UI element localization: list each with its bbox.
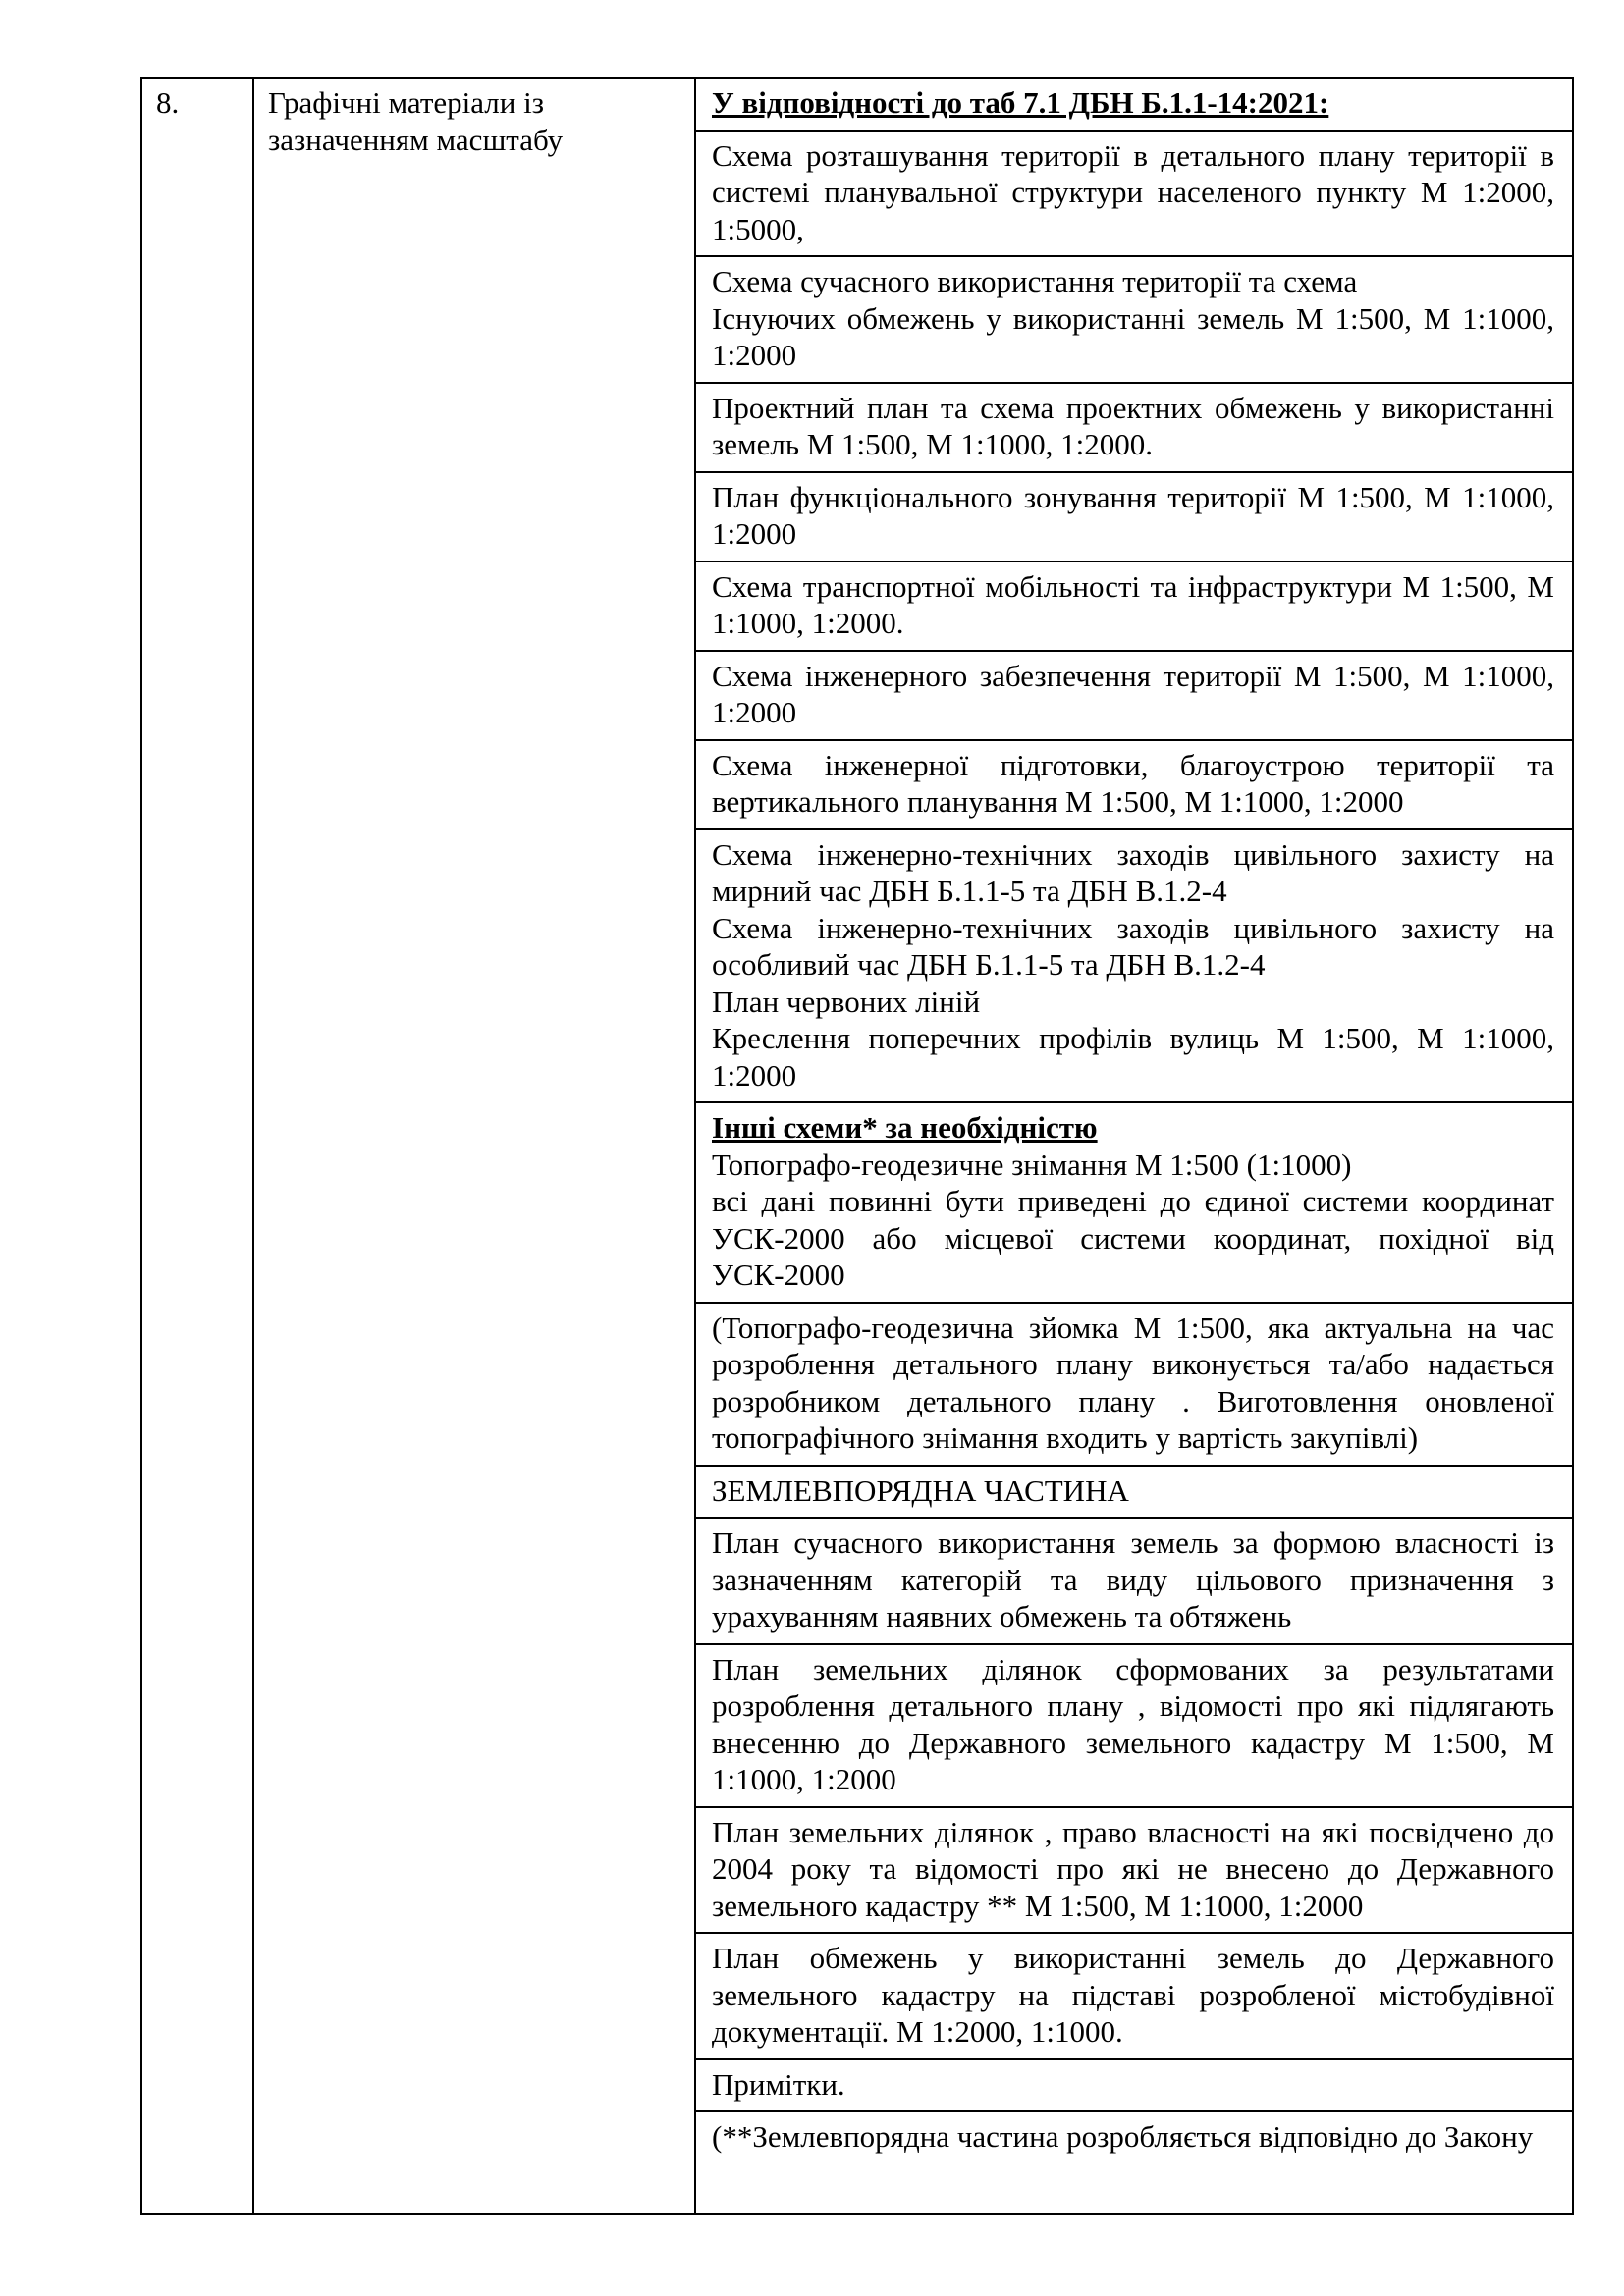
- content-paragraph: План функціонального зонування території М 1:500, М 1:1000, 1:2000: [696, 473, 1572, 562]
- row-name: Графічні матеріали із зазначенням масштабу: [253, 78, 695, 2214]
- content-paragraph: План земельних ділянок , право власності на які посвідчено до 2004 року та відомості про які не внесено до Державного земельного кадастру ** М 1:500, М 1:1000, 1:2000: [696, 1808, 1572, 1935]
- content-paragraph: Схема розташування території в детального плану території в системі планувальної структури населеного пункту М 1:2000, 1:5000,: [696, 132, 1572, 258]
- other-schemes-heading: Інші схеми* за необхідністю: [712, 1110, 1098, 1145]
- content-paragraph: Схема інженерної підготовки, благоустрою території та вертикального планування М 1:500, М 1:1000, 1:2000: [696, 741, 1572, 830]
- content-paragraph: [696, 257, 1572, 384]
- content-paragraph: План обмежень у використанні земель до Державного земельного кадастру на підставі розробленої містобудівної документації. М 1:2000, 1:1000.: [696, 1934, 1572, 2060]
- paragraph-line: Схема інженерно-технічних заходів цивільного захисту на мирний час ДБН Б.1.1-5 та ДБН В.1.2-4: [712, 836, 1554, 908]
- paragraph-line: Існуючих обмежень у використанні земель М 1:500, М 1:1000, 1:2000: [712, 300, 1554, 372]
- content-paragraph: [696, 79, 1572, 132]
- paragraph-line: Схема сучасного використання території та схема: [712, 264, 1358, 298]
- row-content: [695, 78, 1573, 2214]
- content-paragraph: [696, 1103, 1572, 1304]
- content-paragraph: Схема інженерного забезпечення території М 1:500, М 1:1000, 1:2000: [696, 652, 1572, 741]
- table-row: [141, 78, 1573, 2214]
- paragraph-line: всі дані повинні бути приведені до єдиної системи координат УСК-2000 або місцевої системи координат, похідної від УСК-2000: [712, 1184, 1554, 1292]
- content-paragraph: (Топографо-геодезична зйомка М 1:500, яка актуальна на час розроблення детального плану виконується та/або надається розробником детального плану . Виготовлення оновленої топографічного знімання входить у вартість закупівлі): [696, 1304, 1572, 1467]
- paragraph-line: План червоних ліній: [712, 984, 981, 1019]
- paragraph-line: Креслення поперечних профілів вулиць М 1:500, М 1:1000, 1:2000: [712, 1021, 1554, 1093]
- section-title: ЗЕМЛЕВПОРЯДНА ЧАСТИНА: [696, 1467, 1572, 1520]
- content-paragraph: План земельних ділянок сформованих за результатами розроблення детального плану , відомості про які підлягають внесенню до Державного земельного кадастру М 1:500, М 1:1000, 1:2000: [696, 1645, 1572, 1808]
- row-number: 8.: [141, 78, 253, 2214]
- notes-label: Примітки.: [696, 2060, 1572, 2113]
- content-paragraph: Схема транспортної мобільності та інфраструктури М 1:500, М 1:1000, 1:2000.: [696, 562, 1572, 652]
- paragraph-line: Схема інженерно-технічних заходів цивільного захисту на особливий час ДБН Б.1.1-5 та ДБН В.1.2-4: [712, 910, 1554, 982]
- content-paragraph: План сучасного використання земель за формою власності із зазначенням категорій та виду цільового призначення з урахуванням наявних обмежень та обтяжень: [696, 1519, 1572, 1645]
- content-paragraph: [696, 830, 1572, 1104]
- paragraph-line: Топографо-геодезичне знімання М 1:500 (1:1000): [712, 1147, 1352, 1182]
- spec-table: [140, 77, 1574, 2215]
- content-paragraph: (**Землевпорядна частина розробляється відповідно до Закону: [712, 2119, 1534, 2154]
- standard-heading: У відповідності до таб 7.1 ДБН Б.1.1-14:2021:: [712, 85, 1329, 120]
- content-paragraph: Проектний план та схема проектних обмежень у використанні земель М 1:500, М 1:1000, 1:2000.: [696, 384, 1572, 473]
